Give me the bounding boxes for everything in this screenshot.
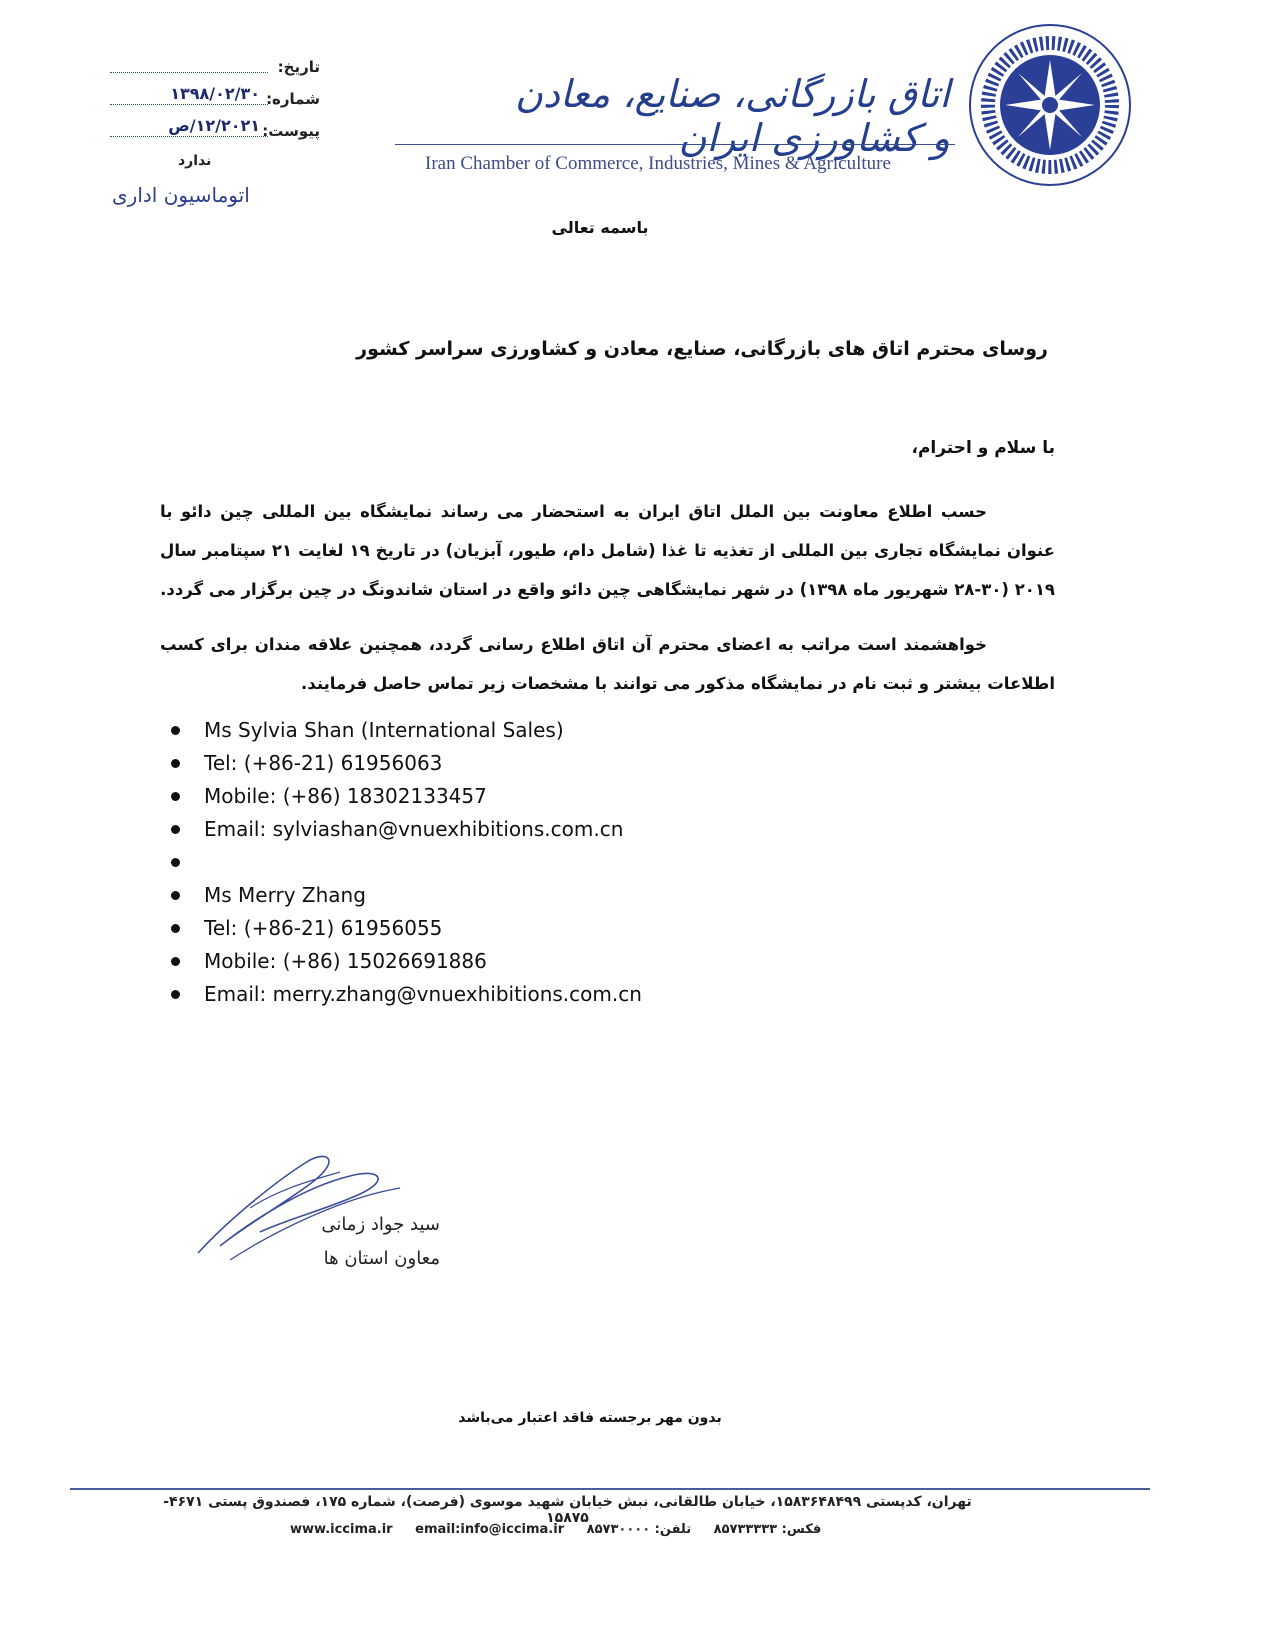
footer-email-link[interactable]: email:info@iccima.ir xyxy=(415,1522,565,1537)
meta-number-line xyxy=(110,104,268,105)
org-name-fa: اتاق بازرگانی، صنایع، معادن و کشاورزی ایران xyxy=(515,72,950,160)
list-item xyxy=(168,714,642,747)
meta-number-value: ۱۳۹۸/۰۲/۳۰ xyxy=(170,84,260,103)
contact-text: Tel: (+86-21) 61956055 xyxy=(204,916,443,940)
list-item xyxy=(168,846,642,879)
contact-text: Ms Sylvia Shan (International Sales) xyxy=(204,718,564,742)
meta-date-row xyxy=(110,52,320,84)
contact-text: Mobile: (+86) 18302133457 xyxy=(204,784,487,808)
list-item xyxy=(168,780,642,813)
admin-automation-label: اتوماسیون اداری xyxy=(112,183,250,207)
list-item xyxy=(168,747,642,780)
signer-name: سید جواد زمانی xyxy=(321,1214,440,1235)
bullet-icon xyxy=(171,792,180,801)
list-item xyxy=(168,912,642,945)
bullet-icon xyxy=(171,957,180,966)
footer-divider xyxy=(70,1488,1150,1490)
meta-attachment-line xyxy=(110,136,268,137)
bullet-icon xyxy=(171,858,180,867)
footer-website-link[interactable]: www.iccima.ir xyxy=(290,1522,393,1537)
body-paragraph-1: حسب اطلاع معاونت بین الملل اتاق ایران به استحضار می رساند نمایشگاه بین المللی چین دائو با عنوان نمایشگاه تجاری بین المللی از تغذیه تا غذا (شامل دام، طیور، آبزیان) در تاریخ ۱۹ لغایت ۲۱ سپتامبر سال ۲۰۱۹ (۳۰-۲۸ شهریور ماه ۱۳۹۸) در شهر نمایشگاهی چین دائو واقع در استان شاندونگ در چین برگزار می گردد. xyxy=(160,502,1055,599)
meta-date-label: تاریخ: xyxy=(277,58,320,76)
letter-meta xyxy=(110,52,320,148)
signer-title: معاون استان ها xyxy=(323,1248,440,1269)
list-item xyxy=(168,945,642,978)
basmala-heading: باسمه تعالی xyxy=(551,218,649,237)
recipient-line: روسای محترم اتاق های بازرگانی، صنایع، معادن و کشاورزی سراسر کشور xyxy=(356,338,1048,360)
bullet-icon xyxy=(171,759,180,768)
org-name-en: Iran Chamber of Commerce, Industries, Mines & Agriculture xyxy=(425,153,891,174)
bullet-icon xyxy=(171,924,180,933)
header-divider xyxy=(395,144,955,145)
contact-text: Mobile: (+86) 15026691886 xyxy=(204,949,487,973)
list-item xyxy=(168,879,642,912)
contact-text: Email: sylviashan@vnuexhibitions.com.cn xyxy=(204,817,624,841)
contact-text: Tel: (+86-21) 61956063 xyxy=(204,751,443,775)
meta-number-label: شماره: xyxy=(266,90,320,108)
list-item xyxy=(168,978,642,1011)
footer-address: تهران، کدپستی ۱۵۸۳۶۴۸۴۹۹، خیابان طالقانی، نبش خیابان شهید موسوی (فرصت)، شماره ۱۷۵، فصندوق پستی ۴۶۷۱- ۱۵۸۷۵ xyxy=(163,1494,972,1526)
bullet-icon xyxy=(171,990,180,999)
meta-attachment-value: ۱۲/۲۰۲۱/ص xyxy=(168,116,260,135)
contact-text: Ms Merry Zhang xyxy=(204,883,366,907)
seal-validity-note: بدون مهر برجسته فاقد اعتبار می‌باشد xyxy=(458,1410,722,1426)
footer-contact-line xyxy=(290,1522,870,1537)
contact-list xyxy=(168,714,642,1011)
bullet-icon xyxy=(171,726,180,735)
meta-attachment-label: پیوست: xyxy=(262,122,320,140)
footer-phone: تلفن: ۸۵۷۳۰۰۰۰ xyxy=(586,1522,692,1537)
list-item xyxy=(168,813,642,846)
attachment-note: ندارد xyxy=(178,153,212,169)
chamber-logo-icon xyxy=(965,20,1135,190)
meta-number-row xyxy=(110,84,320,116)
bullet-icon xyxy=(171,891,180,900)
footer-fax: فکس: ۸۵۷۳۳۳۳۳ xyxy=(713,1522,822,1537)
body-paragraph-2: خواهشمند است مراتب به اعضای محترم آن اتاق اطلاع رسانی گردد، همچنین علاقه مندان برای کسب اطلاعات بیشتر و ثبت نام در نمایشگاه مذکور می توانند با مشخصات زیر تماس حاصل فرمایند. xyxy=(160,635,1055,693)
meta-attachment-row xyxy=(110,116,320,148)
bullet-icon xyxy=(171,825,180,834)
meta-date-line xyxy=(110,72,268,73)
contact-text: Email: merry.zhang@vnuexhibitions.com.cn xyxy=(204,982,642,1006)
greeting-line: با سلام و احترام، xyxy=(911,438,1055,458)
